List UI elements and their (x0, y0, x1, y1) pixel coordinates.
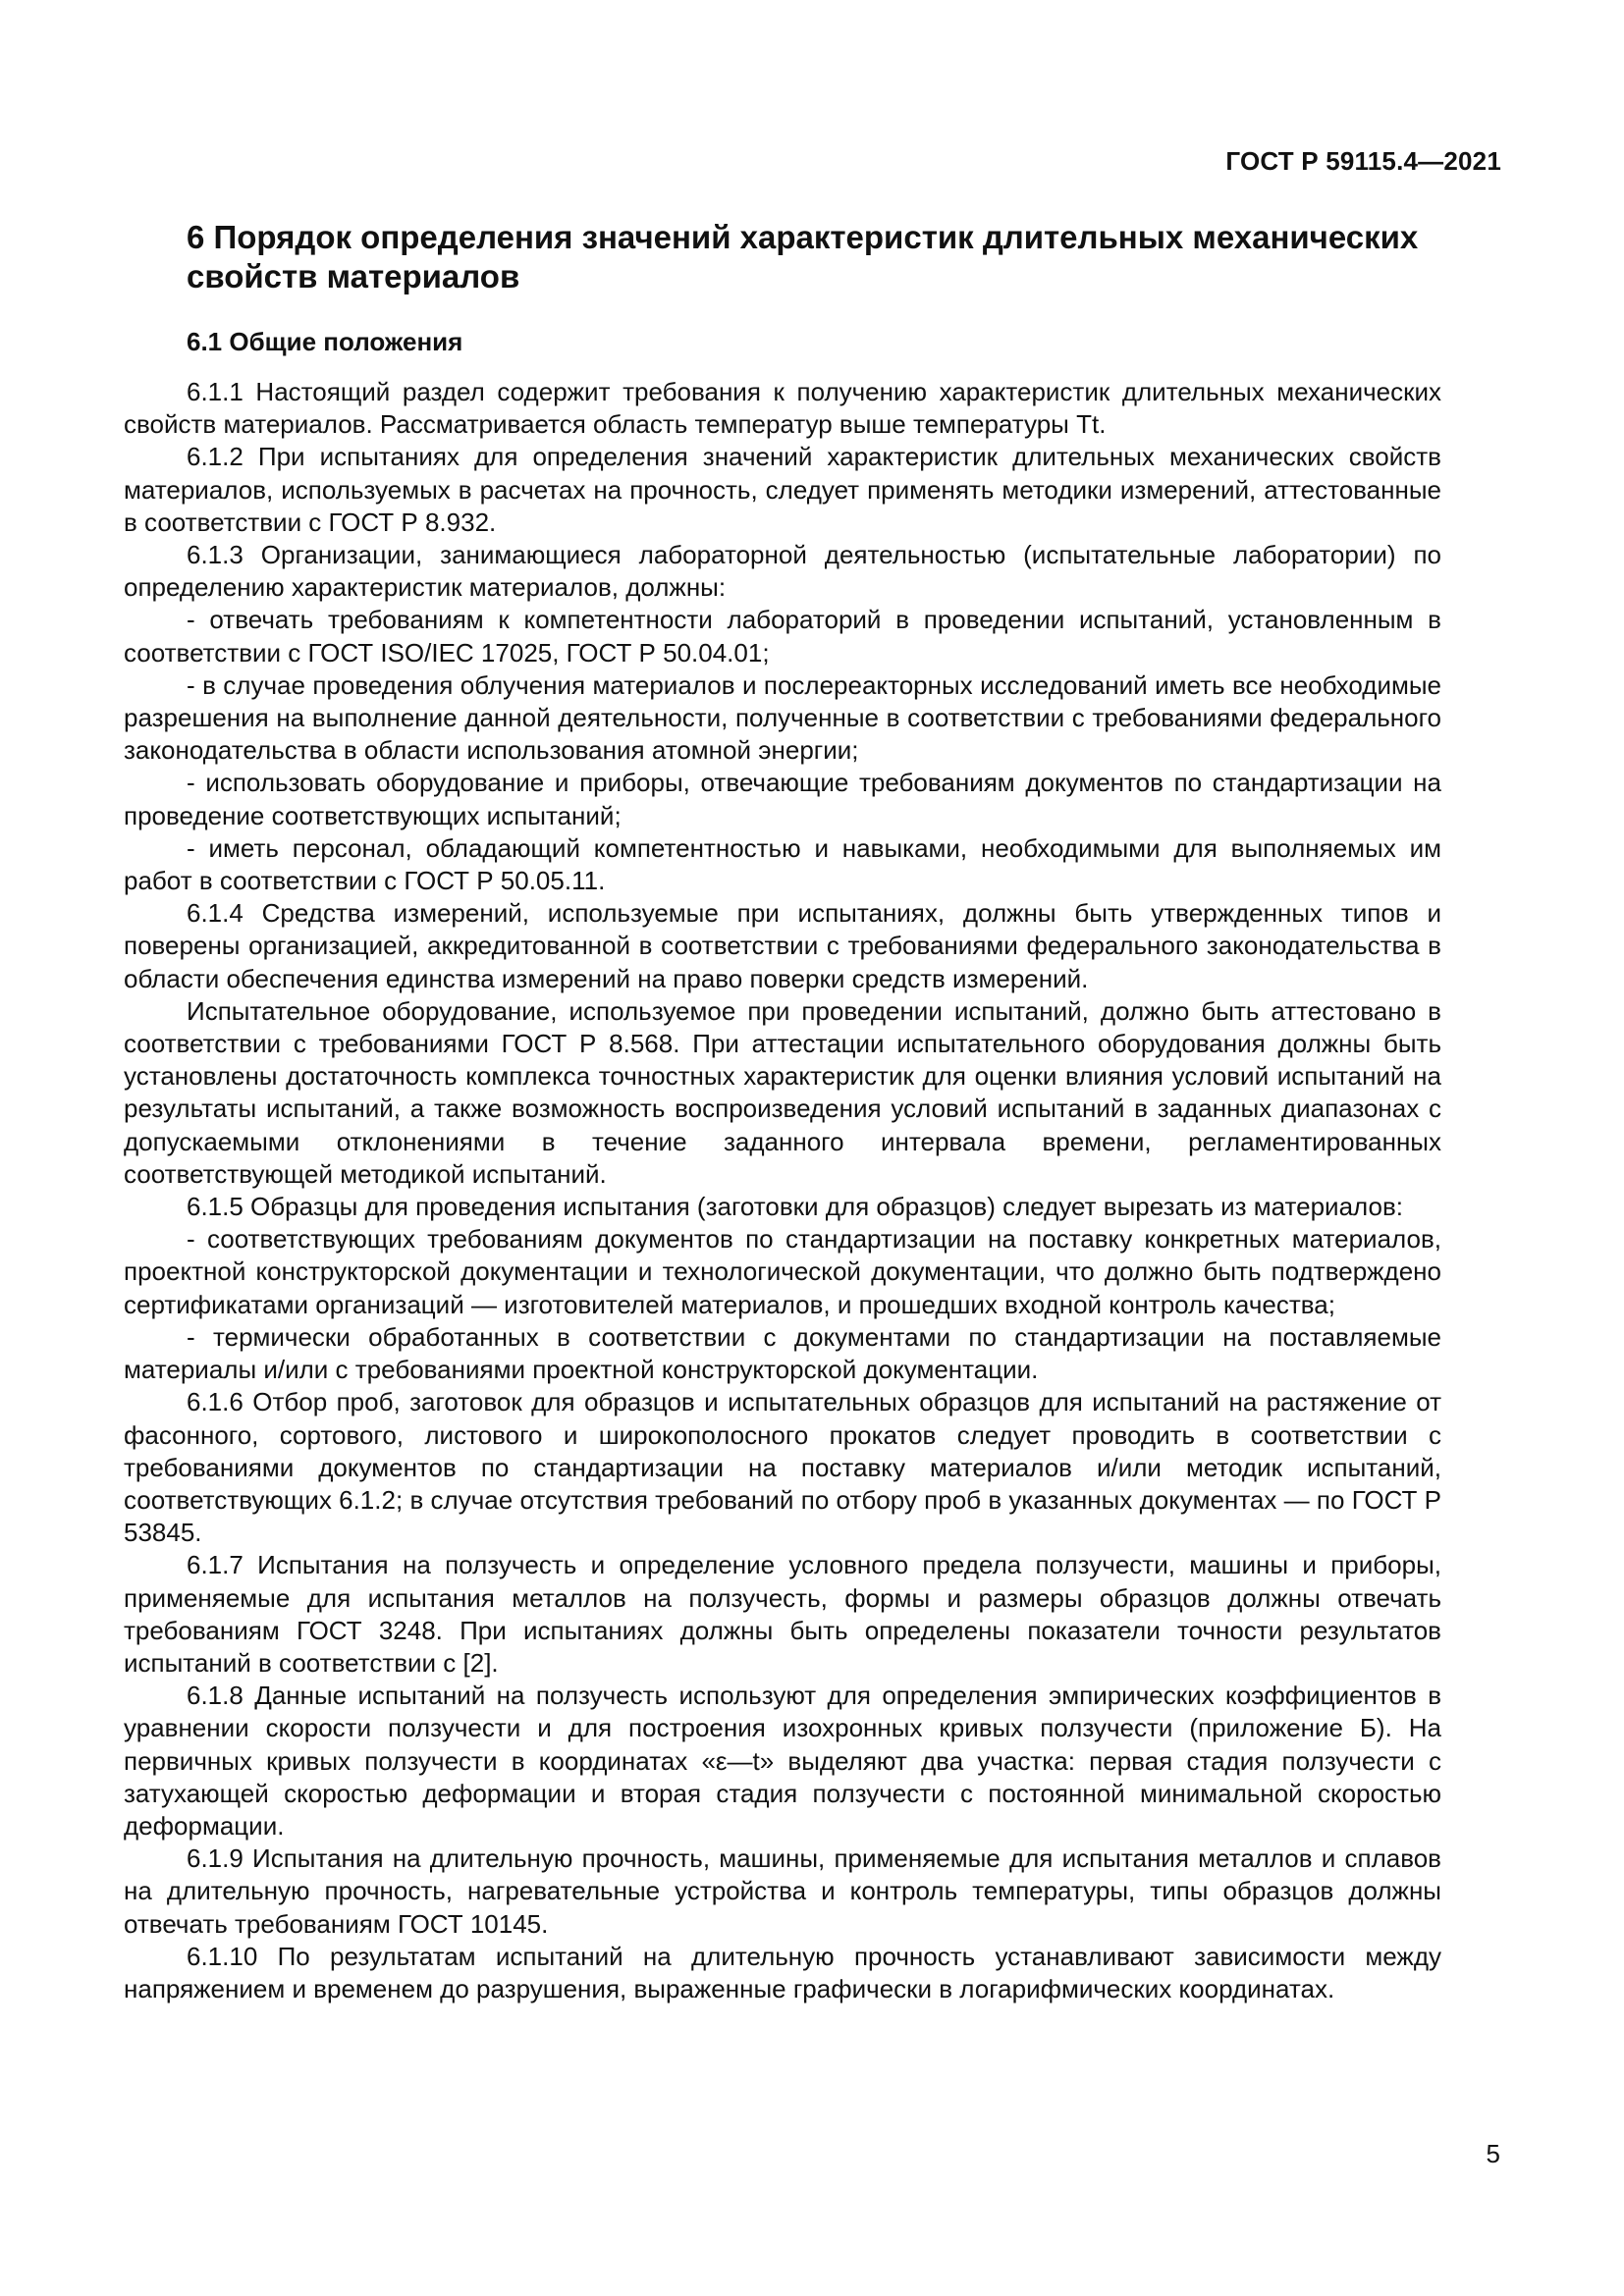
paragraph-6-1-4: 6.1.4 Средства измерений, используемые при испытаниях, должны быть утвержденных типов и поверены организацией, аккредитованной в соответствии с требованиями федерального законодательства в области обеспечения единства измерений на право поверки средств измерений. (124, 898, 1441, 993)
paragraph-6-1-3: 6.1.3 Организации, занимающиеся лабораторной деятельностью (испытательные лаборатории) по определению характеристик материалов, должны: (124, 540, 1441, 603)
document-code: ГОСТ Р 59115.4—2021 (1225, 146, 1501, 176)
paragraph-6-1-9: 6.1.9 Испытания на длительную прочность, машины, применяемые для испытания металлов и сплавов на длительную прочность, нагревательные устройства и контроль температуры, типы образцов должны отвечать требованиям ГОСТ 10145. (124, 1843, 1441, 1939)
paragraph-6-1-10: 6.1.10 По результатам испытаний на длительную прочность устанавливают зависимости между напряжением и временем до разрушения, выраженные графически в логарифмических координатах. (124, 1941, 1441, 2003)
paragraph-6-1-5: 6.1.5 Образцы для проведения испытания (заготовки для образцов) следует вырезать из материалов: (187, 1192, 1403, 1222)
section-title: 6 Порядок определения значений характеристик длительных механических свойств материалов (187, 219, 1419, 294)
list-item-equipment: - использовать оборудование и приборы, отвечающие требованиям документов по стандартизации на проведение соответствующих испытаний; (124, 768, 1441, 830)
paragraph-6-1-7: 6.1.7 Испытания на ползучесть и определение условного предела ползучести, машины и приборы, применяемые для испытания металлов на ползучесть, формы и размеры образцов должны отвечать требованиям ГОСТ 3248. При испытаниях должны быть определены показатели точности результатов испытаний в соответствии с [2]. (124, 1550, 1441, 1678)
list-item-competence: - отвечать требованиям к компетентности лабораторий в проведении испытаний, установленным в соответствии с ГОСТ ISO/IEC 17025, ГОСТ Р 50.04.01; (124, 605, 1441, 667)
list-item-permits: - в случае проведения облучения материалов и послереакторных исследований иметь все необходимые разрешения на выполнение данной деятельности, полученные в соответствии с требованиями федерального законодательства в области использования атомной энергии; (124, 669, 1441, 766)
subsection-title: 6.1 Общие положения (187, 327, 463, 356)
page-content (124, 218, 1441, 2005)
paragraph-6-1-6: 6.1.6 Отбор проб, заготовок для образцов и испытательных образцов для испытаний на растяжение от фасонного, сортового, листового и широкополосного прокатов следует проводить в соответствии с требованиями документов по стандартизации на поставку материалов и/или методик испытаний, соответствующих 6.1.2; в случае отсутствия требований по отбору проб в указанных документах — по ГОСТ Р 53845. (124, 1387, 1441, 1548)
paragraph-test-equipment: Испытательное оборудование, используемое при проведении испытаний, должно быть аттестовано в соответствии с требованиями ГОСТ Р 8.568. При аттестации испытательного оборудования должны быть установлены достаточность комплекса точностных характеристик для оценки влияния условий испытаний на результаты испытаний, а также возможность воспроизведения условий испытаний в заданных диапазонах с допускаемыми отклонениями в течение заданного интервала времени, регламентированных соответствующей методикой испытаний. (124, 995, 1441, 1189)
page-number: 5 (1486, 2139, 1500, 2168)
list-item-heat-treated: - термически обработанных в соответствии с документами по стандартизации на поставляемые материалы и/или с требованиями проектной конструкторской документации. (124, 1321, 1441, 1385)
paragraph-6-1-1: 6.1.1 Настоящий раздел содержит требования к получению характеристик длительных механических свойств материалов. Рассматривается область температур выше температуры Tt. (124, 377, 1441, 440)
list-item-standard-materials: - соответствующих требованиям документов по стандартизации на поставку конкретных материалов, проектной конструкторской документации и технологической документации, что должно быть подтверждено сертификатами организаций — изготовителей материалов, и прошедших входной контроль качества; (124, 1224, 1441, 1319)
paragraph-6-1-8: 6.1.8 Данные испытаний на ползучесть используют для определения эмпирических коэффициентов в уравнении скорости ползучести и для построения изохронных кривых ползучести (приложение Б). На первичных кривых ползучести в координатах «ε—t» выделяют два участка: первая стадия ползучести с затухающей скоростью деформации и вторая стадия ползучести с постоянной минимальной скоростью деформации. (124, 1681, 1441, 1841)
list-item-personnel: - иметь персонал, обладающий компетентностью и навыками, необходимыми для выполняемых им работ в соответствии с ГОСТ Р 50.05.11. (124, 832, 1441, 896)
paragraph-6-1-2: 6.1.2 При испытаниях для определения значений характеристик длительных механических свойств материалов, используемых в расчетах на прочность, следует применять методики измерений, аттестованные в соответствии с ГОСТ Р 8.932. (124, 442, 1441, 537)
